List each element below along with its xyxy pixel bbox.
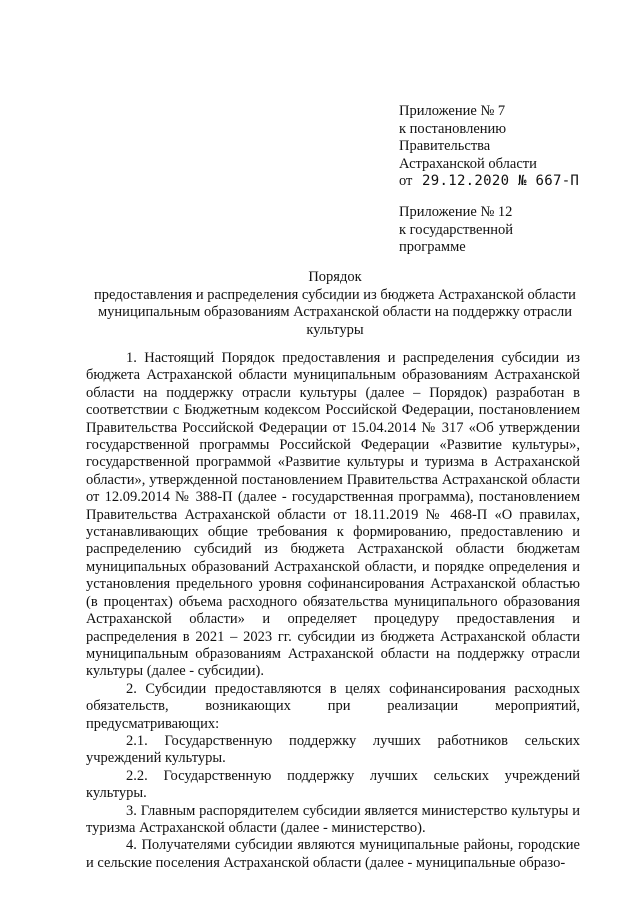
title-heading: Порядок xyxy=(308,269,362,285)
appendix-7-number: Приложение № 7 xyxy=(399,103,506,119)
paragraph-4: 4. Получателями субсидии являются муниципальные районы, городские и сельские поселения Астраханской области (далее - муниципальные образо- xyxy=(86,837,580,871)
document-body xyxy=(86,350,580,872)
appendix-7-block xyxy=(399,103,629,191)
document-title xyxy=(80,269,590,339)
title-line-3: культуры xyxy=(306,321,364,338)
resolution-date-number: 29.12.2020 № 667-П xyxy=(422,173,580,189)
appendix-12-block xyxy=(399,204,629,257)
paragraph-1: 1. Настоящий Порядок предоставления и распределения субсидии из бюджета Астраханской области муниципальным образованиям Астраханской области на поддержку отрасли культуры (далее – Порядок) разработан в соответствии с Бюджетным кодексом Российской Федерации, постановлением Правительства Российской Федерации от 15.04.2014 № 317 «Об утверждении государственной программы Российской Федерации «Развитие культуры», государственной программой «Развитие культуры и туризма в Астраханской области», утвержденной постановлением Правительства Астраханской области от 12.09.2014 № 388-П (далее - государственная программа), постановлением Правительства Астраханской области от 18.11.2019 № 468-П «О правилах, устанавливающих общие требования к формированию, предоставлению и распределению субсидий из бюджета Астраханской области бюджетам муниципальных образований Астраханской области, и порядке определения и установления предельного уровня софинансирования Астраханской областью (в процентах) объема расходного обязательства муниципального образования Астраханской области» и определяет процедуру предоставления и распределения в 2021 – 2023 гг. субсидии из бюджета Астраханской области муниципальным образованиям Астраханской области на поддержку отрасли культуры (далее - субсидии). xyxy=(86,350,580,680)
date-prefix: от xyxy=(399,173,413,189)
appendix-7-region: Астраханской области xyxy=(399,155,537,172)
paragraph-2-2: 2.2. Государственную поддержку лучших сельских учреждений культуры. xyxy=(86,767,580,802)
appendix-7-date-line xyxy=(399,173,629,191)
paragraph-2: 2. Субсидии предоставляются в целях софинансирования расходных обязательств, возникающих при реализации мероприятий, предусматривающих: xyxy=(86,680,580,732)
title-line-1: предоставления и распределения субсидии из бюджета Астраханской области xyxy=(94,286,576,303)
paragraph-2-1: 2.1. Государственную поддержку лучших работников сельских учреждений культуры. xyxy=(86,732,580,767)
appendix-7-to-resolution: к постановлению xyxy=(399,120,507,137)
appendix-12-number: Приложение № 12 xyxy=(399,204,513,220)
paragraph-3: 3. Главным распорядителем субсидии является министерство культуры и туризма Астраханской области (далее - министерство). xyxy=(86,802,580,836)
appendix-12-program: программе xyxy=(399,239,466,255)
title-line-2: муниципальным образованиям Астраханской области на поддержку отрасли xyxy=(98,304,572,320)
appendix-12-to-program: к государственной xyxy=(399,221,514,238)
appendix-7-government: Правительства xyxy=(399,138,491,154)
